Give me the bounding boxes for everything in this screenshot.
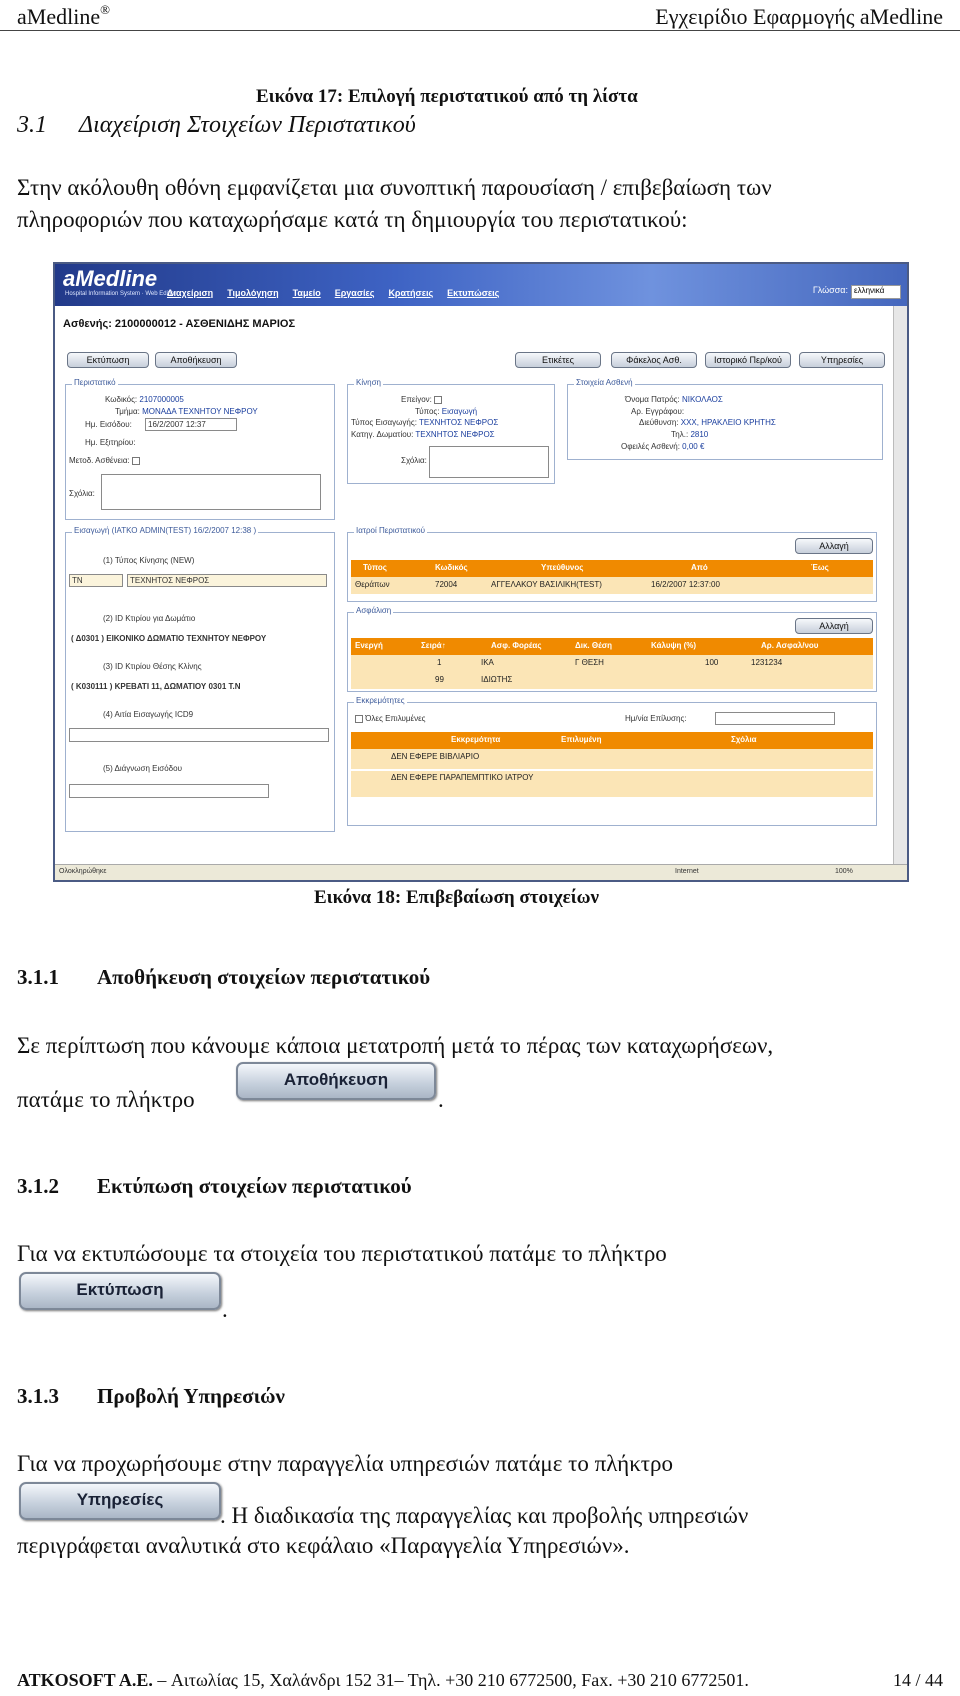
intro-line-1: Στην ακόλουθη οθόνη εμφανίζεται μια συνοπτική παρουσίαση / επιβεβαίωση των (17, 175, 772, 200)
pending-table-row[interactable]: ΔΕΝ ΕΦΕΡΕ ΠΑΡΑΠΕΜΠΤΙΚΟ ΙΑΤΡΟΥ (351, 771, 873, 797)
labels-button[interactable]: Ετικέτες (515, 352, 601, 368)
save-paragraph-end: . (438, 1087, 444, 1112)
resolution-date-input[interactable] (715, 712, 835, 725)
app-menu (167, 288, 499, 298)
menu-item[interactable]: Ταμείο (292, 288, 321, 298)
debt-row: Οφειλές Ασθενή: 0,00 € (621, 442, 705, 451)
insurance-panel: Ασφάλιση (347, 612, 877, 692)
icd9-input[interactable] (69, 728, 329, 742)
pending-table-row[interactable]: ΔΕΝ ΕΦΕΡΕ ΒΙΒΛΙΑΡΙΟ (351, 749, 873, 769)
save-paragraph-line-2: πατάμε το πλήκτρο (17, 1087, 195, 1112)
print-button-image: Εκτύπωση (19, 1272, 221, 1310)
admission-item-5: (5) Διάγνωση Εισόδου (103, 764, 182, 773)
browser-status-bar: Ολοκληρώθηκε Internet 100% (55, 864, 907, 880)
case-panel: Περιστατικό (65, 384, 335, 520)
case-transfer-row: Μετοδ. Ασθένεια: (69, 456, 140, 465)
print-paragraph: Για να εκτυπώσουμε τα στοιχεία του περιστατικού πατάμε το πλήκτρο (17, 1241, 667, 1266)
address-row: Διεύθυνση: ΧΧΧ, ΗΡΑΚΛΕΙΟ ΚΡΗΤΗΣ (639, 418, 776, 427)
menu-item[interactable]: Εκτυπώσεις (447, 288, 500, 298)
case-in-row: Ημ. Εισόδου: (85, 420, 132, 429)
case-code-row: Κωδικός: 2107000005 (105, 395, 184, 404)
patient-title: Ασθενής: 2100000012 - ΑΣΘΕΝΙΔΗΣ ΜΑΡΙΟΣ (63, 318, 296, 330)
services-button-image: Υπηρεσίες (19, 1482, 221, 1520)
patient-folder-button[interactable]: Φάκελος Ασθ. (611, 352, 697, 368)
doctors-panel: Ιατροί Περιστατικού (347, 532, 877, 602)
language-selector: Γλώσσα: ελληνικά (813, 285, 901, 299)
urgent-checkbox[interactable] (434, 396, 442, 404)
section-heading (17, 112, 416, 139)
print-button[interactable]: Εκτύπωση (67, 352, 149, 368)
insurance-table-header: Ενεργή Σειρά↑ Ασφ. Φορέας Δικ. Θέση Κάλυψη (%) Αρ. Ασφαλ/νου (351, 638, 873, 655)
phone-row: Τηλ.: 2810 (671, 430, 709, 439)
movement-urgent-row: Επείγον: (401, 395, 442, 404)
subsection-3-1-1: 3.1.1 Αποθήκευση στοιχείων περιστατικού (17, 965, 431, 989)
admission-item-1: (1) Τύπος Κίνησης (NEW) (103, 556, 195, 565)
header-app-name: aMedline® (17, 2, 110, 29)
all-resolved-checkbox[interactable] (355, 715, 363, 723)
save-button[interactable]: Αποθήκευση (155, 352, 237, 368)
admission-panel: Εισαγωγή (ΙΑΤΚΟ ADMIN(TEST) 16/2/2007 12:38 ) (65, 532, 335, 832)
figure-18-caption: Εικόνα 18: Επιβεβαίωση στοιχείων (314, 887, 599, 908)
movement-comments-label: Σχόλια: (401, 456, 427, 465)
figure-17-caption: Εικόνα 17: Επιλογή περιστατικού από τη λίστα (256, 86, 638, 107)
father-row: Όνομα Πατρός: ΝΙΚΟΛΑΟΣ (625, 395, 723, 404)
section-title: Διαχείριση Στοιχείων Περιστατικού (79, 112, 416, 138)
save-button-image: Αποθήκευση (236, 1062, 436, 1100)
services-button[interactable]: Υπηρεσίες (799, 352, 885, 368)
application-screenshot (53, 262, 909, 882)
doctors-table-row[interactable]: Θεράπων 72004 ΑΓΓΕΛΑΚΟΥ ΒΑΣΙΛΙΚΗ(TEST) 16/2/2007 12:37:00 (351, 577, 873, 594)
insurance-table-row[interactable]: 1 ΙΚΑ Γ ΘΕΣΗ 100 1231234 (351, 655, 873, 672)
diagnosis-input[interactable] (69, 784, 269, 798)
print-paragraph-end: . (222, 1297, 228, 1322)
patient-info-panel: Στοιχεία Ασθενή (567, 384, 883, 460)
admission-item-2: (2) ID Κτιρίου για Δωμάτιο (103, 614, 196, 623)
subsection-3-1-2: 3.1.2 Εκτύπωση στοιχείων περιστατικού (17, 1174, 412, 1198)
case-history-button[interactable]: Ιστορικό Περ/κού (705, 352, 791, 368)
movement-panel: Κίνηση (347, 384, 555, 484)
services-paragraph-line-1: Για να προχωρήσουμε στην παραγγελία υπηρεσιών πατάμε το πλήκτρο (17, 1451, 674, 1476)
admission-item-3-value: ( Κ030111 ) ΚΡΕΒΑΤΙ 11, ΔΩΜΑΤΙΟΥ 0301 Τ.Ν (71, 682, 241, 691)
movement-type-value: ΤΕΧΝΗΤΟΣ ΝΕΦΡΟΣ (127, 574, 327, 587)
admission-date-input[interactable]: 16/2/2007 12:37 (145, 418, 237, 431)
header-rule (0, 30, 960, 31)
movement-type-row: Τύπος: Εισαγωγή (415, 407, 478, 416)
doctors-table-header: Τύπος Κωδικός Υπεύθυνος Από Έως (351, 560, 873, 577)
language-select[interactable]: ελληνικά (851, 285, 901, 299)
admission-item-4: (4) Αιτία Εισαγωγής ICD9 (103, 710, 194, 719)
header-manual-title: Εγχειρίδιο Εφαρμογής aMedline (655, 4, 943, 29)
section-number: 3.1 (17, 112, 47, 138)
case-comments-label: Σχόλια: (69, 489, 95, 498)
admission-item-2-value: ( Δ0301 ) ΕΙΚΟΝΙΚΟ ΔΩΜΑΤΙΟ ΤΕΧΝΗΤΟΥ ΝΕΦΡΟΥ (71, 634, 267, 643)
app-banner (55, 264, 907, 306)
insurance-table-row[interactable]: 99 ΙΔΙΩΤΗΣ (351, 672, 873, 689)
pending-table-header: Εκκρεμότητα Επιλυμένη Σχόλια (351, 732, 873, 749)
services-paragraph-line-3: περιγράφεται αναλυτικά στο κεφάλαιο «Παραγγελία Υπηρεσιών». (17, 1533, 630, 1558)
app-logo: aMedline (63, 266, 158, 291)
case-dept-row: Τμήμα: ΜΟΝΑΔΑ ΤΕΧΝΗΤΟΥ ΝΕΦΡΟΥ (115, 407, 258, 416)
insurance-change-button[interactable]: Αλλαγή (795, 618, 873, 634)
menu-item[interactable]: Τιμολόγηση (227, 288, 279, 298)
movement-admission-row: Τύπος Εισαγωγής: ΤΕΧΝΗΤΟΣ ΝΕΦΡΟΣ (351, 418, 499, 427)
movement-type-code: TN (69, 574, 123, 587)
menu-item[interactable]: Εργασίες (334, 288, 375, 298)
pending-panel: Εκκρεμότητες (347, 702, 877, 826)
case-comments-input[interactable] (101, 474, 321, 510)
case-out-row: Ημ. Εξιτηρίου: (85, 438, 136, 447)
resolution-date-label: Ημ/νία Επίλυσης: (625, 714, 687, 723)
save-paragraph-line-1: Σε περίπτωση που κάνουμε κάποια μετατροπή μετά το πέρας των καταχωρήσεων, (17, 1033, 774, 1058)
app-logo-subtitle: Hospital Information System · Web Edition (65, 291, 178, 297)
intro-line-2: πληροφοριών που καταχωρήσαμε κατά τη δημιουργία του περιστατικού: (17, 207, 688, 232)
page-number: 14 / 44 (892, 1670, 943, 1690)
subsection-3-1-3: 3.1.3 Προβολή Υπηρεσιών (17, 1384, 285, 1408)
footer-address: ATKOSOFT A.E. – Αιτωλίας 15, Χαλάνδρι 152 31– Τηλ. +30 210 6772500, Fax. +30 210 6772501. (17, 1670, 749, 1690)
doctors-change-button[interactable]: Αλλαγή (795, 538, 873, 554)
movement-comments-input[interactable] (429, 446, 549, 478)
all-resolved-row: Όλες Επιλυμένες (355, 714, 426, 723)
vertical-scrollbar[interactable] (893, 306, 907, 866)
registration-row: Αρ. Εγγράφου: (631, 407, 685, 416)
services-paragraph-line-2: . Η διαδικασία της παραγγελίας και προβολής υπηρεσιών (220, 1503, 749, 1528)
menu-item[interactable]: Διαχείριση (167, 288, 214, 298)
admission-item-3: (3) ID Κτιρίου Θέσης Κλίνης (103, 662, 202, 671)
menu-item[interactable]: Κρατήσεις (388, 288, 434, 298)
movement-room-row: Κατηγ. Δωματίου: ΤΕΧΝΗΤΟΣ ΝΕΦΡΟΣ (351, 430, 495, 439)
transfer-checkbox[interactable] (132, 457, 140, 465)
